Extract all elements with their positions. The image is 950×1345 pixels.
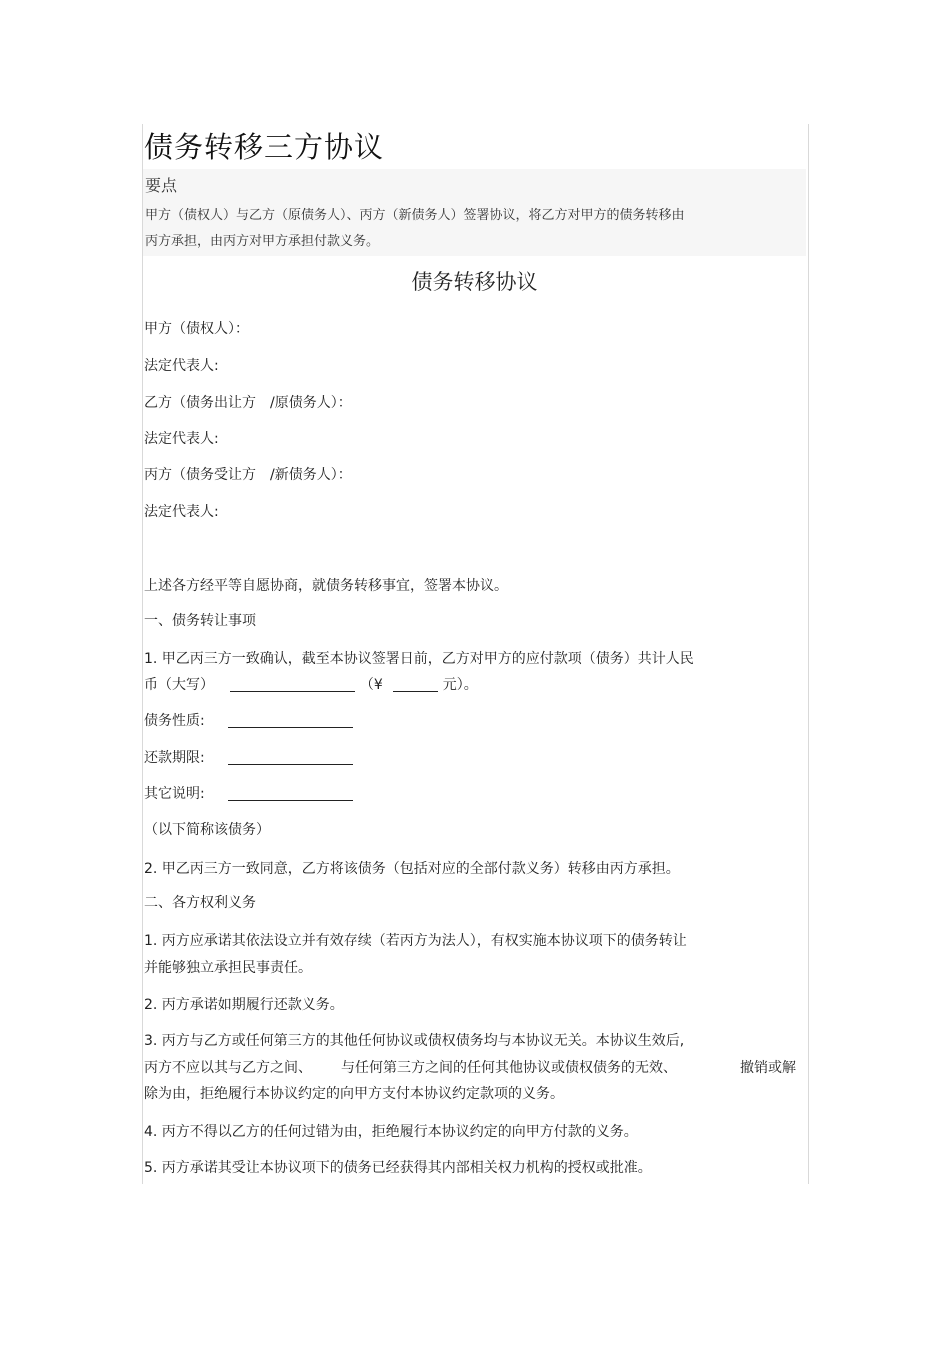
party-b-representative: 法定代表人: xyxy=(144,431,219,447)
agreement-title: 债务转移协议 xyxy=(411,270,538,294)
summary-line-2: 丙方承担，由丙方对甲方承担付款义务。 xyxy=(145,234,380,249)
amount-prefix: 币（大写） xyxy=(144,677,214,693)
section-1-item-1-line-2 xyxy=(144,674,478,694)
section-2-item-1-line-2: 并能够独立承担民事责任。 xyxy=(144,960,312,976)
other-notes-blank[interactable] xyxy=(228,800,353,801)
amount-mid: （¥ xyxy=(359,677,383,693)
section-2-item-4: 4. 丙方不得以乙方的任何过错为由，拒绝履行本协议约定的向甲方付款的义务。 xyxy=(144,1124,638,1140)
party-c-representative: 法定代表人: xyxy=(144,504,219,520)
section-1-item-1-line-1: 1. 甲乙丙三方一致确认，截至本协议签署日前，乙方对甲方的应付款项（债务）共计人民 xyxy=(144,651,694,667)
amount-number-blank[interactable] xyxy=(393,675,438,692)
section-1-heading: 一、债务转让事项 xyxy=(144,613,256,629)
party-c-label: 丙方（债务受让方 /新债务人）： xyxy=(144,467,352,483)
other-notes-label: 其它说明: xyxy=(144,786,205,802)
party-a-label: 甲方（债权人）： xyxy=(144,321,249,337)
section-2-item-2: 2. 丙方承诺如期履行还款义务。 xyxy=(144,997,344,1013)
section-2-heading: 二、各方权利义务 xyxy=(144,895,256,911)
section-2-item-3-line-1: 3. 丙方与乙方或任何第三方的其他任何协议或债权债务均与本协议无关。本协议生效后, xyxy=(144,1033,685,1049)
amount-words-blank[interactable] xyxy=(230,675,355,692)
summary-line-1: 甲方（债权人）与乙方（原债务人）、丙方（新债务人）签署协议，将乙方对甲方的债务转移由 xyxy=(145,208,685,223)
page-title: 债务转移三方协议 xyxy=(144,130,385,164)
section-2-item-3-line-2b: 与任何第三方之间的任何其他协议或债权债务的无效、 xyxy=(341,1060,677,1076)
section-2-item-3-line-3: 除为由，拒绝履行本协议约定的向甲方支付本协议约定款项的义务。 xyxy=(144,1086,564,1102)
amount-suffix: 元）。 xyxy=(442,677,478,693)
section-2-item-5: 5. 丙方承诺其受让本协议项下的债务已经获得其内部相关权力机构的授权或批准。 xyxy=(144,1160,652,1176)
summary-heading: 要点 xyxy=(145,176,178,195)
preamble: 上述各方经平等自愿协商，就债务转移事宜，签署本协议。 xyxy=(144,578,508,594)
party-b-label: 乙方（债务出让方 /原债务人）： xyxy=(144,395,352,411)
repayment-term-label: 还款期限: xyxy=(144,750,205,766)
summary-text xyxy=(145,203,745,255)
debt-nature-label: 债务性质: xyxy=(144,713,205,729)
section-2-item-1-line-1: 1. 丙方应承诺其依法设立并有效存续（若丙方为法人），有权实施本协议项下的债务转让 xyxy=(144,933,687,949)
section-2-item-3-line-2a: 丙方不应以其与乙方之间、 xyxy=(144,1060,312,1076)
section-1-item-2: 2. 甲乙丙三方一致同意，乙方将该债务（包括对应的全部付款义务）转移由丙方承担。 xyxy=(144,861,680,877)
party-a-representative: 法定代表人: xyxy=(144,358,219,374)
summary-box xyxy=(143,169,806,256)
repayment-term-blank[interactable] xyxy=(228,764,353,765)
debt-nature-blank[interactable] xyxy=(228,727,353,728)
section-2-item-3-line-2c: 撤销或解 xyxy=(740,1060,796,1076)
debt-alias-note: （以下简称该债务） xyxy=(144,822,270,838)
